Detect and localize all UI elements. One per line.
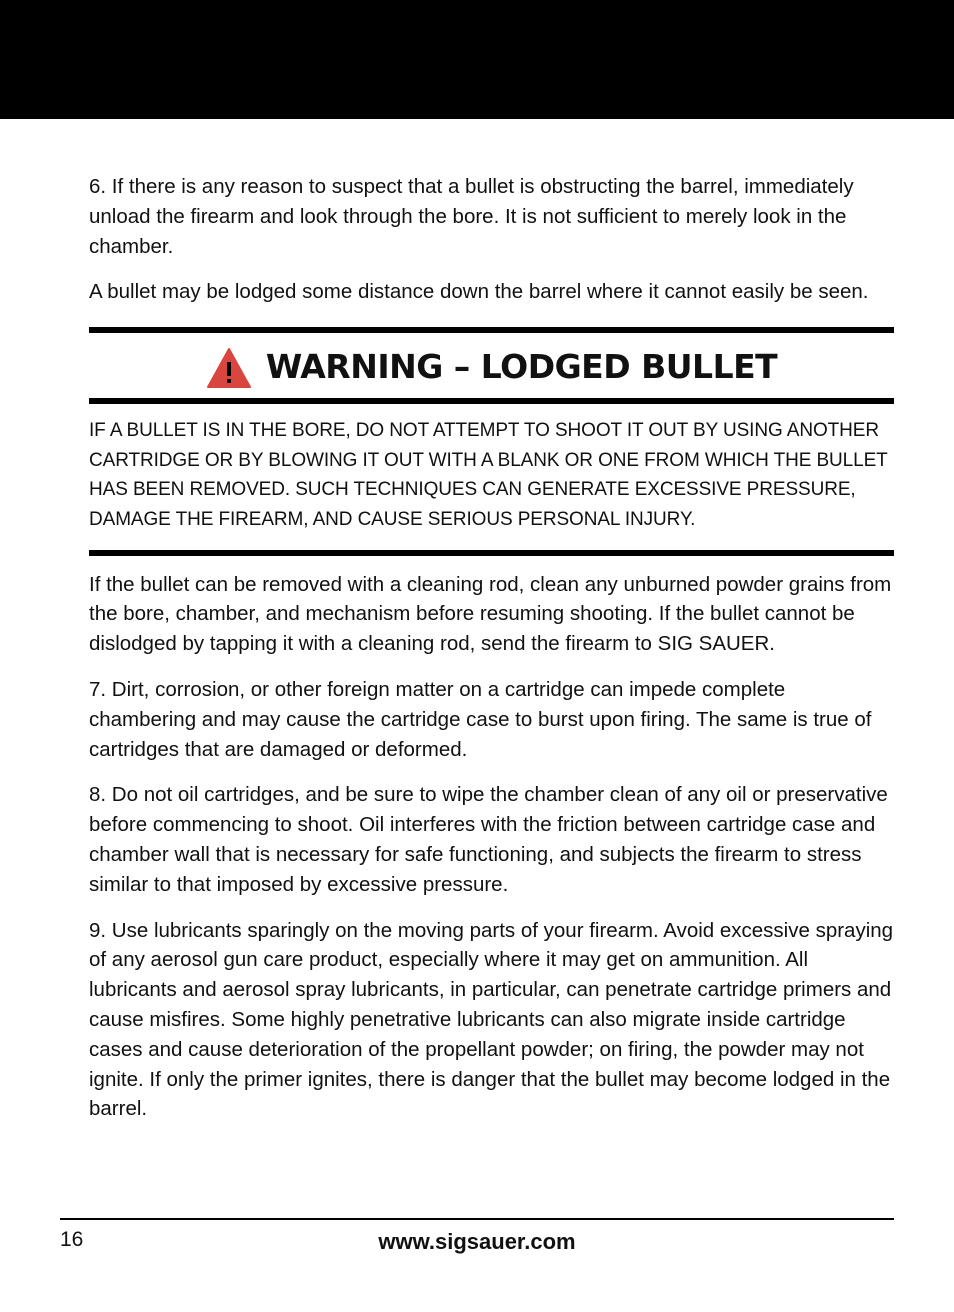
footer-url: www.sigsauer.com	[378, 1229, 576, 1254]
paragraph-6-continued: A bullet may be lodged some distance down the barrel where it cannot easily be seen.	[89, 280, 869, 304]
paragraph-7: 7. Dirt, corrosion, or other foreign matter on a cartridge can impede complete chambering and may cause the cartridge case to burst upon firing. The same is true of cartridges that are damaged or deformed.	[89, 677, 872, 761]
paragraph-6: 6. If there is any reason to suspect that a bullet is obstructing the barrel, immediately unload the firearm and look through the bore. It is not sufficient to merely look in the chamber.	[89, 175, 854, 258]
page-number: 16	[60, 1228, 84, 1251]
warning-title: WARNING – LODGED BULLET	[265, 347, 778, 387]
warning-rule-middle	[89, 398, 894, 404]
paragraph-8: 8. Do not oil cartridges, and be sure to wipe the chamber clean of any oil or preservative before commencing to shoot. Oil interferes with the friction between cartridge case and chamber wall that is necessary for safe functioning, and subjects the firearm to stress similar to that imposed by excessive pressure.	[89, 783, 888, 896]
warning-rule-bottom	[89, 550, 894, 556]
footer-divider	[60, 1218, 894, 1220]
warning-header	[89, 333, 894, 398]
paragraph-9: 9. Use lubricants sparingly on the moving parts of your firearm. Avoid excessive spraying of any aerosol gun care product, especially where it may get on ammunition. All lubricants and aerosol spray lubricants, in particular, can penetrate cartridge primers and cause misfires. Some highly penetrative lubricants can also migrate inside cartridge cases and cause deterioration of the propellant powder; on firing, the powder may not ignite. If only the primer ignites, there is danger that the bullet may become lodged in the barrel.	[89, 918, 894, 1121]
warning-box	[89, 327, 894, 555]
paragraph-bullet-removal: If the bullet can be removed with a cleaning rod, clean any unburned powder grains from the bore, chamber, and mechanism before resuming shooting. If the bullet cannot be dislodged by tapping it with a cleaning rod, send the firearm to SIG SAUER.	[89, 572, 892, 656]
warning-triangle-icon	[206, 347, 252, 389]
header-band	[0, 0, 954, 119]
warning-text: IF A BULLET IS IN THE BORE, DO NOT ATTEMPT TO SHOOT IT OUT BY USING ANOTHER CARTRIDGE OR BY BLOWING IT OUT WITH A BLANK OR ONE FROM WHICH THE BULLET HAS BEEN REMOVED. SUCH TECHNIQUES CAN GENERATE EXCESSIVE PRESSURE, DAMAGE THE FIREARM, AND CAUSE SERIOUS PERSONAL INJURY.	[89, 420, 888, 530]
page-content	[89, 172, 894, 1140]
